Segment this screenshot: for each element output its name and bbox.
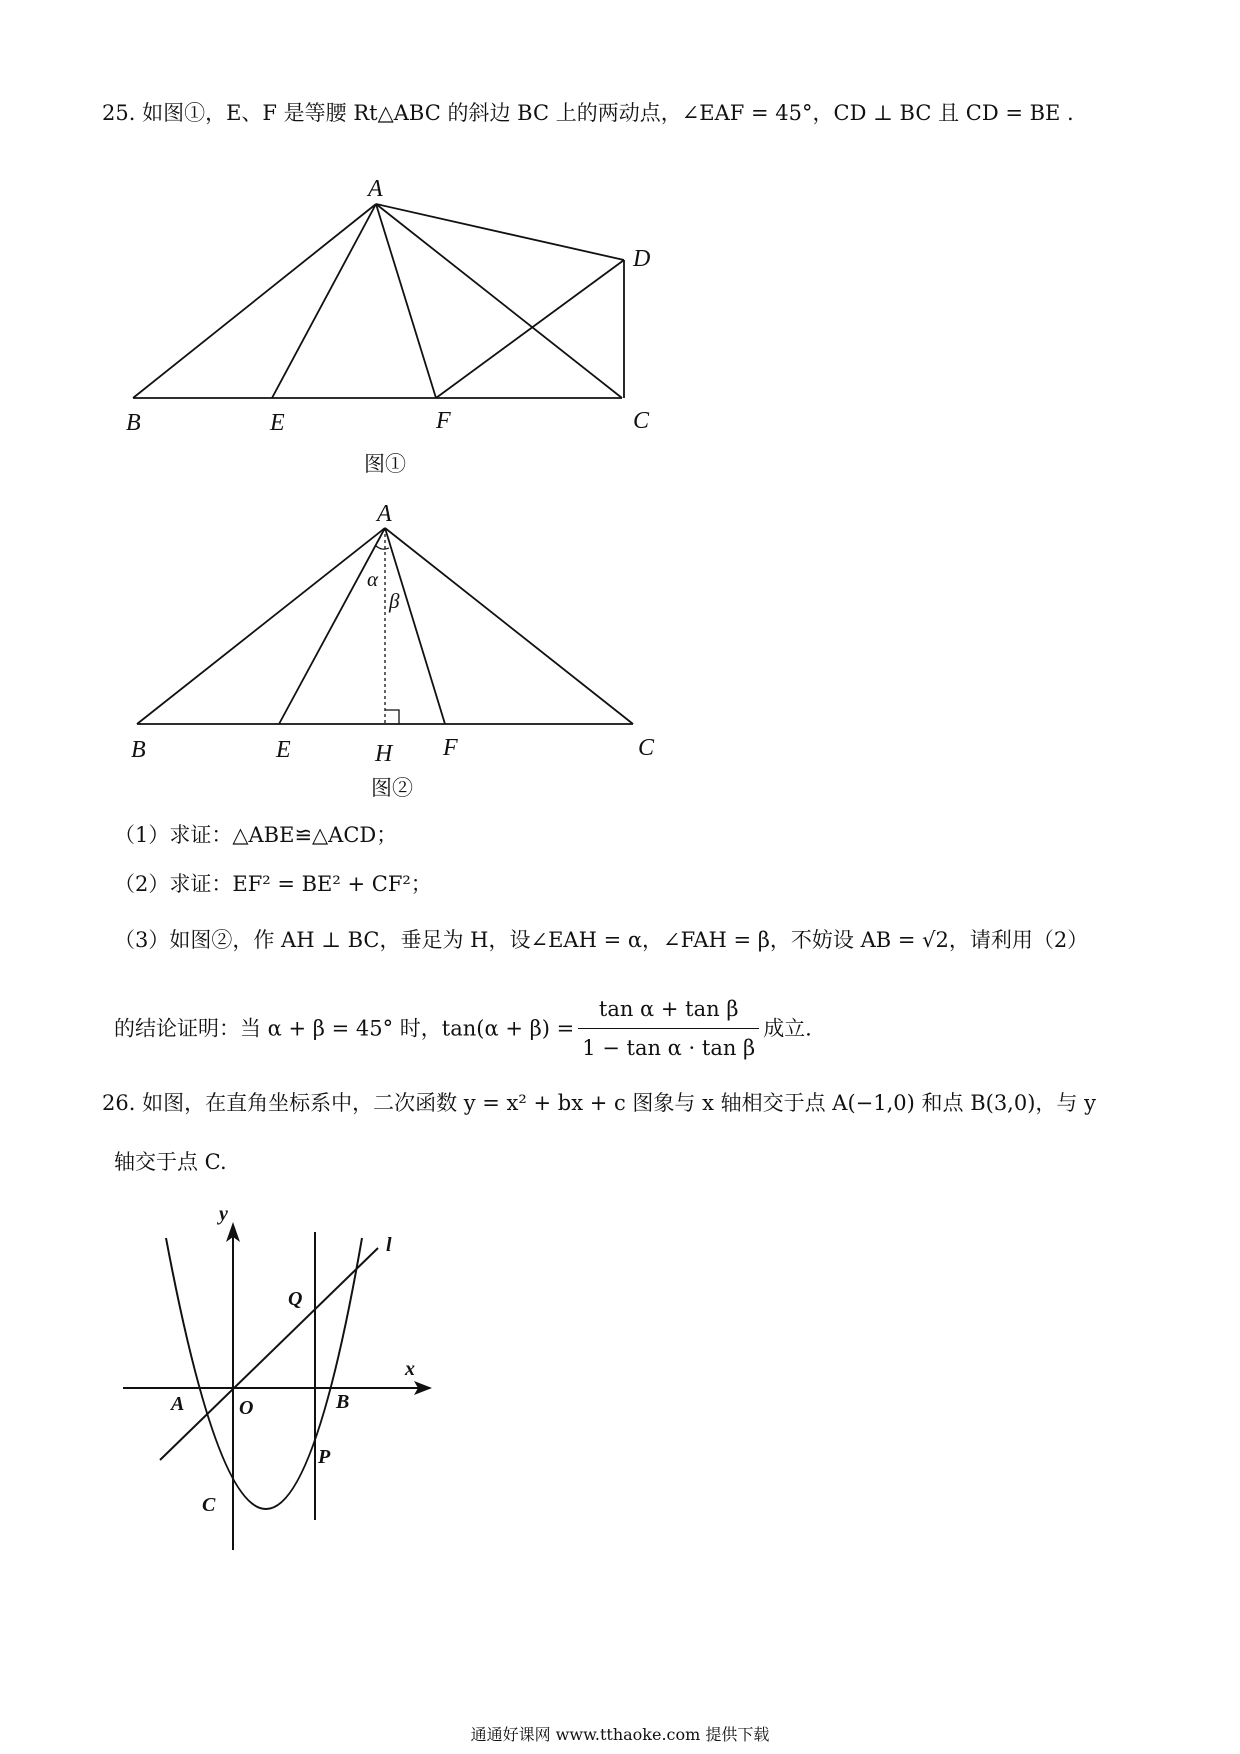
graph-label-l: l <box>386 1234 392 1256</box>
fig2-label-a: A <box>377 501 392 527</box>
q26-stem-line1: 26. 如图，在直角坐标系中，二次函数 y = x² + bx + c 图象与 x 轴相交于点 A(−1,0) 和点 B(3,0)，与 y <box>102 1091 1096 1115</box>
fraction-denominator: 1 − tan α · tan β <box>582 1036 756 1060</box>
fig1-caption: 图① <box>364 452 406 476</box>
graph-label-y: y <box>219 1203 228 1225</box>
graph-label-b: B <box>336 1391 350 1413</box>
fig2-label-c: C <box>638 735 655 761</box>
part3-line2-suffix: 成立. <box>763 1016 812 1041</box>
part3-line2-prefix: 的结论证明：当 α + β = 45° 时，tan(α + β) = <box>114 1016 575 1041</box>
q26-stem-line2: 轴交于点 C. <box>114 1150 227 1174</box>
parabola <box>166 1238 362 1509</box>
fig2-label-f: F <box>443 735 458 761</box>
fig1-label-c: C <box>633 408 650 434</box>
fig2-caption: 图② <box>371 776 413 800</box>
fig2-label-e: E <box>276 737 291 763</box>
fig2-label-b: B <box>131 737 146 763</box>
graph-label-o: O <box>239 1397 254 1419</box>
fig2-label-h: H <box>375 741 393 767</box>
fig1-label-b: B <box>126 410 141 436</box>
graph-label-c: C <box>202 1494 216 1516</box>
q25-part2: （2）求证：EF² = BE² + CF²； <box>114 872 432 896</box>
line-l <box>160 1248 378 1460</box>
q25-part3-line1: （3）如图②，作 AH ⊥ BC，垂足为 H，设∠EAH = α，∠FAH = β，不妨设 AB = √2，请利用（2） <box>114 928 1089 952</box>
graph-label-a: A <box>171 1393 185 1415</box>
graph-label-p: P <box>318 1446 331 1468</box>
q25-part1: （1）求证：△ABE≌△ACD； <box>114 823 398 847</box>
page-footer: 通通好课网 www.tthaoke.com 提供下载 <box>470 1725 770 1744</box>
q25-stem: 25. 如图①，E、F 是等腰 Rt△ABC 的斜边 BC 上的两动点，∠EAF = 45°，CD ⊥ BC 且 CD = BE . <box>102 101 1074 125</box>
fig1-label-f: F <box>436 408 451 434</box>
fraction-numerator: tan α + tan β <box>578 992 759 1029</box>
fig1-label-a: A <box>368 176 383 202</box>
fig2-label-alpha: α <box>367 567 379 591</box>
graph-label-x: x <box>405 1358 415 1380</box>
fig1-label-e: E <box>270 410 285 436</box>
graph-label-q: Q <box>288 1288 303 1310</box>
fig1-label-d: D <box>633 246 651 272</box>
fig2-label-beta: β <box>389 589 400 613</box>
